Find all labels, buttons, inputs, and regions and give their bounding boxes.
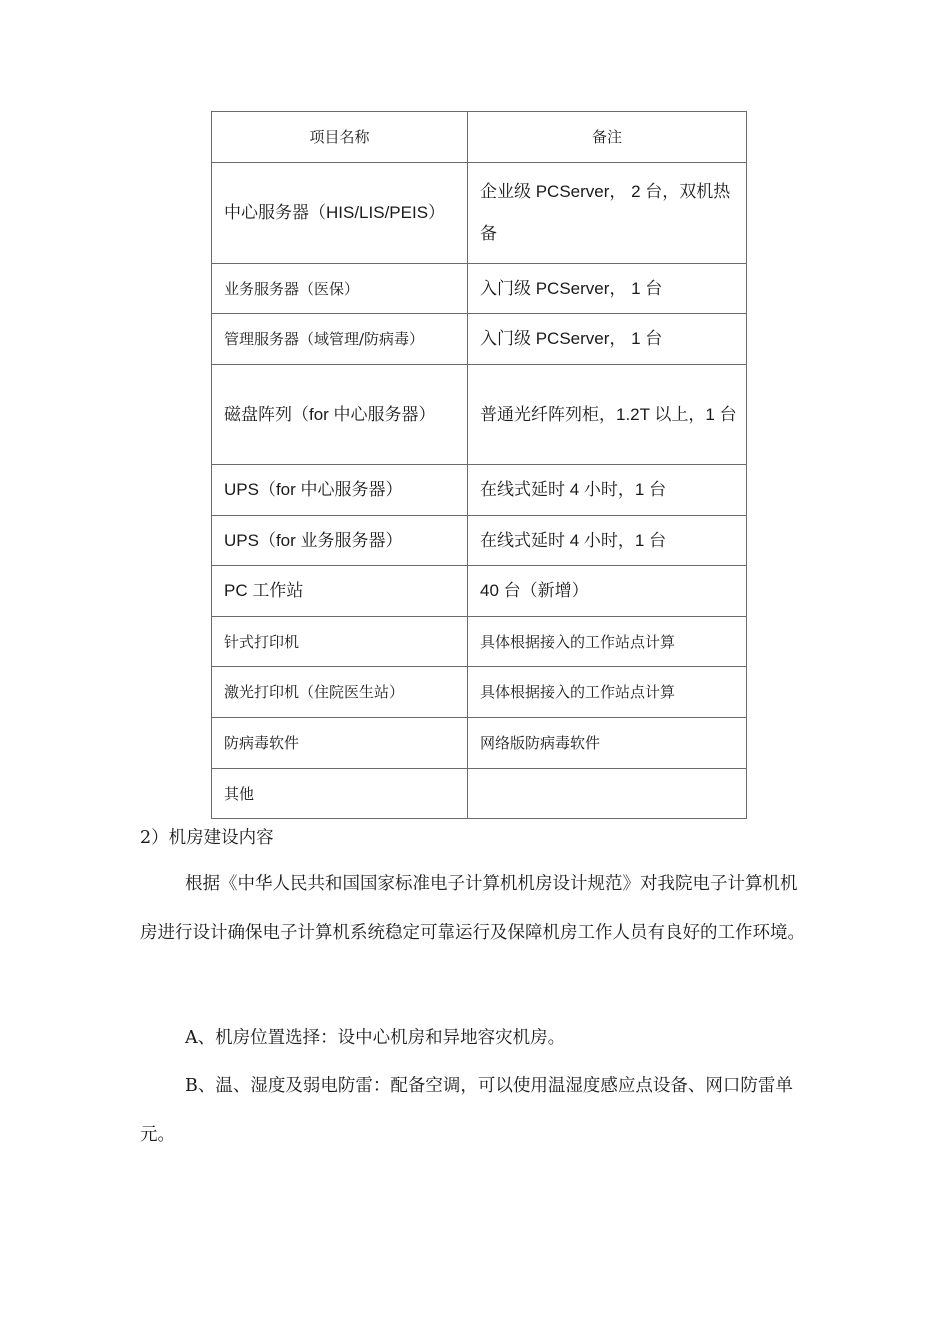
intro-paragraph: 根据《中华人民共和国国家标准电子计算机机房设计规范》对我院电子计算机机房进行设计确保电子计算机系统稳定可靠运行及保障机房工作人员有良好的工作环境。 (140, 874, 805, 943)
item-remark: 普通光纤阵列柜，1.2T 以上，1 台 (468, 365, 747, 465)
item-b-paragraph: B、温、湿度及弱电防雷：配备空调，可以使用温湿度感应点设备、网口防雷单元。 (140, 1076, 793, 1145)
item-remark: 具体根据接入的工作站点计算 (468, 617, 747, 667)
item-name: 其他 (212, 769, 468, 819)
item-name: UPS（for 业务服务器） (212, 516, 468, 566)
header-remark: 备注 (468, 112, 747, 163)
item-name: 管理服务器（域管理/防病毒） (212, 314, 468, 365)
item-remark: 40 台（新增） (468, 566, 747, 617)
item-name: 针式打印机 (212, 617, 468, 667)
table-row (212, 365, 747, 465)
item-name: 防病毒软件 (212, 718, 468, 769)
item-remark: 入门级 PCServer， 1 台 (468, 264, 747, 314)
table-header-row (212, 112, 747, 163)
item-name: 激光打印机（住院医生站） (212, 667, 468, 718)
table-row (212, 617, 747, 667)
item-remark: 企业级 PCServer， 2 台，双机热备 (468, 163, 747, 264)
table-row (212, 667, 747, 718)
table-row (212, 566, 747, 617)
item-remark (468, 769, 747, 819)
table-row (212, 718, 747, 769)
equipment-table (211, 111, 747, 819)
table-row (212, 264, 747, 314)
item-remark: 网络版防病毒软件 (468, 718, 747, 769)
section-heading: 2）机房建设内容 (140, 828, 274, 848)
item-remark: 具体根据接入的工作站点计算 (468, 667, 747, 718)
table-row (212, 465, 747, 516)
item-remark: 在线式延时 4 小时，1 台 (468, 465, 747, 516)
table-row (212, 769, 747, 819)
item-name: UPS（for 中心服务器） (212, 465, 468, 516)
item-name: PC 工作站 (212, 566, 468, 617)
item-name: 业务服务器（医保） (212, 264, 468, 314)
table-row (212, 163, 747, 264)
header-name: 项目名称 (212, 112, 468, 163)
item-name: 中心服务器（HIS/LIS/PEIS） (212, 163, 468, 264)
item-a-paragraph: A、机房位置选择：设中心机房和异地容灾机房。 (185, 1028, 566, 1048)
item-remark: 在线式延时 4 小时，1 台 (468, 516, 747, 566)
table-row (212, 314, 747, 365)
item-name: 磁盘阵列（for 中心服务器） (212, 365, 468, 465)
item-remark: 入门级 PCServer， 1 台 (468, 314, 747, 365)
table-row (212, 516, 747, 566)
